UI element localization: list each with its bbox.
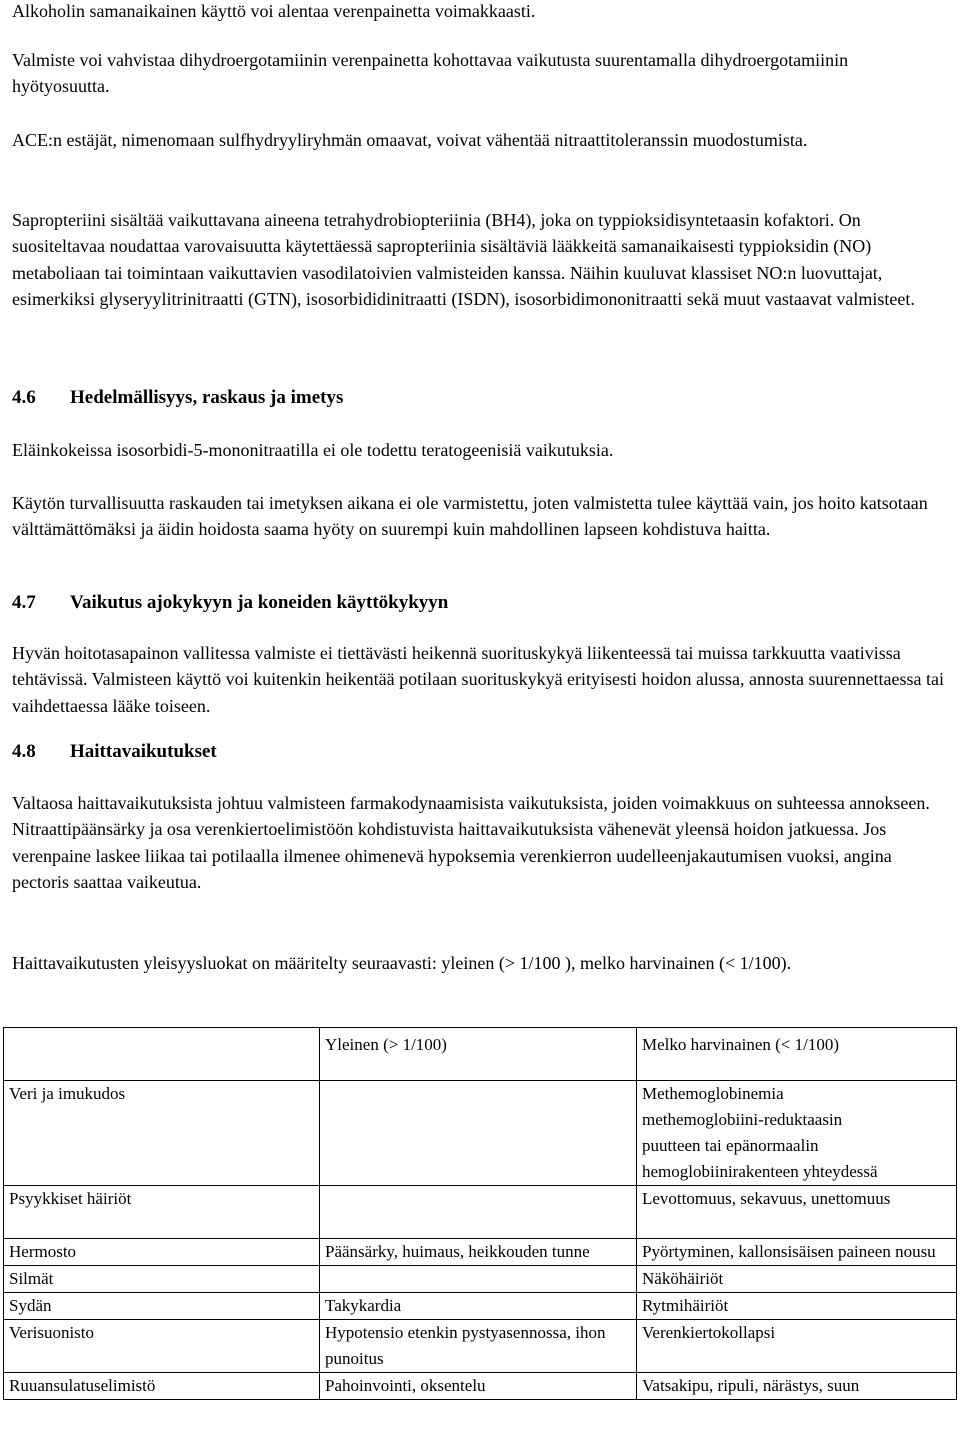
uncommon-cell: Rytmihäiriöt: [637, 1293, 957, 1320]
common-cell: Pahoinvointi, oksentelu: [320, 1373, 637, 1400]
common-cell: [320, 1186, 637, 1239]
uncommon-cell: Pyörtyminen, kallonsisäisen paineen nousu: [637, 1239, 957, 1266]
common-cell: Hypotensio etenkin pystyasennossa, ihon punoitus: [320, 1320, 637, 1373]
common-cell: [320, 1266, 637, 1293]
table-header-cell: Melko harvinainen (< 1/100): [637, 1028, 957, 1081]
common-cell: Takykardia: [320, 1293, 637, 1320]
section-number: 4.6: [12, 387, 36, 408]
section-title: Vaikutus ajokykyyn ja koneiden käyttökykyyn: [70, 592, 449, 613]
common-cell: Päänsärky, huimaus, heikkouden tunne: [320, 1239, 637, 1266]
uncommon-cell: [637, 1081, 957, 1186]
uncommon-cell: Näköhäiriöt: [637, 1266, 957, 1293]
table-header-cell: [4, 1028, 320, 1081]
uncommon-cell: Levottomuus, sekavuus, unettomuus: [637, 1186, 957, 1239]
paragraph-dihydroergotamine: Valmiste voi vahvistaa dihydroergotamiinin verenpainetta kohottavaa vaikutusta suurentamalla dihydroergotamiinin hyötyosuutta.: [12, 50, 849, 97]
uncommon-line: methemoglobiini-reduktaasin: [642, 1110, 843, 1129]
organ-cell: Psyykkiset häiriöt: [4, 1186, 320, 1239]
uncommon-line: hemoglobiinirakenteen yhteydessä: [642, 1162, 878, 1181]
paragraph-sapropterin: Sapropteriini sisältää vaikuttavana aineena tetrahydrobiopteriinia (BH4), joka on typpioksidisyntetaasin kofaktori. On suositeltavaa noudattaa varovaisuutta käytettäessä sapropteriinia sisältäviä lääkkeitä samanaikaisesti typpioksidin (NO) metaboliaan tai toimintaan vaikuttavien vasodilatoivien valmisteiden kanssa. Näihin kuuluvat klassiset NO:n luovuttajat, esimerkiksi glyseryylitrinitraatti (GTN), isosorbididinitraatti (ISDN), isosorbidimononitraatti sekä muut vastaavat valmisteet.: [12, 210, 915, 310]
organ-cell: Hermosto: [4, 1239, 320, 1266]
paragraph-teratogenicity: Eläinkokeissa isosorbidi-5-mononitraatilla ei ole todettu teratogeenisiä vaikutuksia.: [12, 440, 614, 460]
section-number: 4.8: [12, 741, 36, 762]
organ-cell: Veri ja imukudos: [4, 1081, 320, 1186]
section-heading-4-6: [12, 387, 343, 409]
section-heading-4-7: [12, 592, 448, 614]
paragraph-ace-inhibitors: ACE:n estäjät, nimenomaan sulfhydryyliryhmän omaavat, voivat vähentää nitraattitoleranssin muodostumista.: [12, 130, 808, 150]
section-heading-4-8: [12, 741, 217, 763]
adverse-effects-table: [3, 1027, 957, 1400]
organ-cell: Verisuonisto: [4, 1320, 320, 1373]
uncommon-line: Methemoglobinemia: [642, 1084, 784, 1103]
section-title: Haittavaikutukset: [70, 741, 217, 762]
uncommon-line: puutteen tai epänormaalin: [642, 1136, 819, 1155]
table-row: [4, 1081, 957, 1186]
table-row: [4, 1373, 957, 1400]
organ-cell: Sydän: [4, 1293, 320, 1320]
table-row: [4, 1266, 957, 1293]
table-row: [4, 1293, 957, 1320]
table-header-row: [4, 1028, 957, 1081]
uncommon-cell: Verenkiertokollapsi: [637, 1320, 957, 1373]
table-header-cell: Yleinen (> 1/100): [320, 1028, 637, 1081]
section-number: 4.7: [12, 592, 36, 613]
organ-cell: Silmät: [4, 1266, 320, 1293]
paragraph-alcohol: Alkoholin samanaikainen käyttö voi alentaa verenpainetta voimakkaasti.: [12, 1, 536, 21]
organ-cell: Ruuansulatuselimistö: [4, 1373, 320, 1400]
common-cell: [320, 1081, 637, 1186]
table-row: [4, 1186, 957, 1239]
table-row: [4, 1320, 957, 1373]
paragraph-driving: Hyvän hoitotasapainon vallitessa valmiste ei tiettävästi heikennä suorituskykyä liikenteessä tai muissa tarkkuutta vaativissa tehtävissä. Valmisteen käyttö voi kuitenkin heikentää potilaan suorituskykyä erityisesti hoidon alussa, annosta suurennettaessa tai vaihdettaessa lääke toiseen.: [12, 643, 944, 716]
section-title: Hedelmällisyys, raskaus ja imetys: [70, 387, 344, 408]
table-row: [4, 1239, 957, 1266]
paragraph-adverse-effects: Valtaosa haittavaikutuksista johtuu valmisteen farmakodynaamisista vaikutuksista, joiden voimakkuus on suhteessa annokseen. Nitraattipäänsärky ja osa verenkiertoelimistöön kohdistuvista haittavaikutuksista vähenevät yleensä hoidon jatkuessa. Jos verenpaine laskee liikaa tai potilaalla ilmenee ohimenevä hypoksemia verenkierron uudelleenjakautumisen vuoksi, angina pectoris saattaa vaikeutua.: [12, 793, 930, 893]
paragraph-frequency-definition: Haittavaikutusten yleisyysluokat on määritelty seuraavasti: yleinen (> 1/100 ), melko harvinainen (< 1/100).: [12, 953, 792, 973]
uncommon-cell: Vatsakipu, ripuli, närästys, suun: [637, 1373, 957, 1400]
paragraph-pregnancy-safety: Käytön turvallisuutta raskauden tai imetyksen aikana ei ole varmistettu, joten valmistetta tulee käyttää vain, jos hoito katsotaan välttämättömäksi ja äidin hoidosta saama hyöty on suurempi kuin mahdollinen lapseen kohdistuva haitta.: [12, 493, 928, 540]
